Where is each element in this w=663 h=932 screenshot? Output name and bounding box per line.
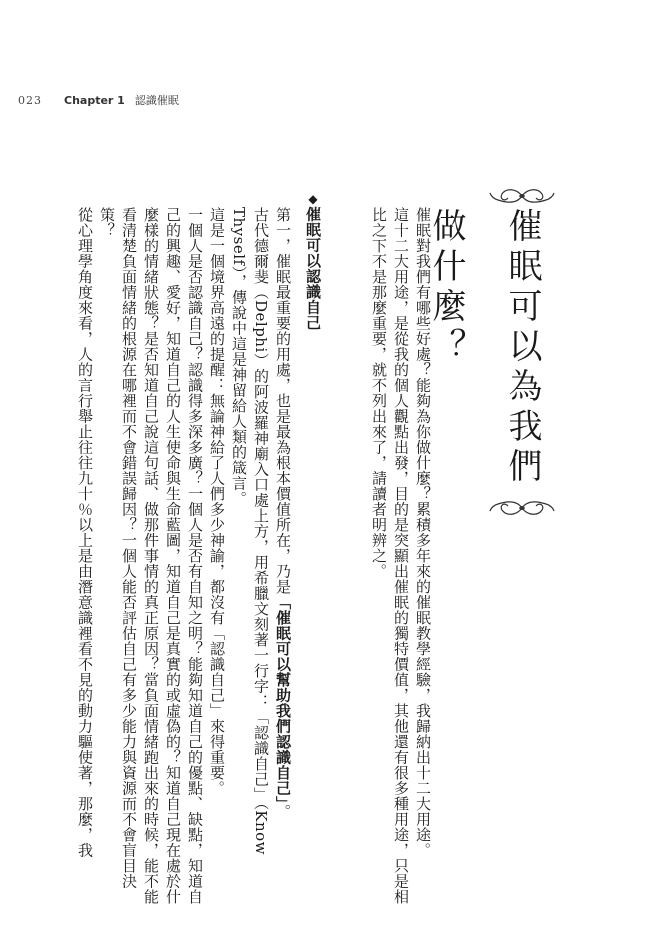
section-heading (302, 192, 324, 912)
section-paragraph-2: 古代德爾斐（Delphi）的阿波羅神廟入口處上方，用希臘文刻著一行字：「認識自己」（Know Thyself），傳說中這是神留給人類的箴言。 (230, 207, 270, 855)
intro-text (368, 192, 434, 912)
section-title: 催眠可以為我們做什麼？ (426, 208, 542, 488)
section-paragraph-4: 一個人是否認識自己？認識得多深多廣？一個人是否有自知之明？能夠知道自己的優點、缺點，知道自己的興趣、愛好，知道自己的人生使命與生命藍圖，知道自己是真實的或虛偽的？知道自己現在處於什麼樣的情緒狀態？是否知道自己說這句話、做那件事情的真正原因？當負面情緒跑出來的時候，能不能看清楚負面情緒的根源在哪裡而不會錯誤歸因？一個人能否評估自己有多少能力與資源而不會盲目決策？ (98, 207, 204, 905)
running-header (18, 92, 179, 108)
ornament-bottom-icon (488, 496, 556, 520)
section-paragraph-3: 這是一個境界高遠的提醒：無論神給了人們多少神諭，都沒有「認識自己」來得重要。 (208, 207, 226, 796)
section-paragraph-1 (272, 192, 294, 912)
section-paragraph-1-text: 第一，催眠最重要的用處，也是最為根本價值所在，乃是 (274, 207, 292, 595)
intro-paragraph-1: 催眠對我們有哪些好處？能夠為你做什麼？累積多年來的催眠教學經驗，我歸納出十二大用途。 (414, 207, 432, 858)
section-paragraph-1-emphasis: 「催眠可以幫助我們認識自己」 (274, 594, 292, 804)
section-title-block (426, 190, 560, 530)
section-paragraph-1-end: 。 (274, 804, 292, 820)
chapter-label: Chapter 1 (64, 93, 125, 107)
section-paragraph-5: 從心理學角度來看，人的言行舉止往往九十％以上是由潛意識裡看不見的動力驅使著，那麼，我 (76, 207, 94, 858)
page-number: 023 (18, 93, 42, 107)
ornament-top-icon (488, 184, 556, 208)
chapter-title: 認識催眠 (134, 94, 179, 107)
section-heading-text: 催眠可以認識自己 (304, 206, 322, 331)
intro-paragraph-2: 這十二大用途，是從我的個人觀點出發，目的是突顯出催眠的獨特價值，其他還有很多種用途，只是相比之下不是那麼重要，就不列出來了，請讀者明辨之。 (370, 207, 410, 905)
section-body (74, 192, 336, 912)
diamond-bullet-icon: ◆ (306, 192, 320, 207)
